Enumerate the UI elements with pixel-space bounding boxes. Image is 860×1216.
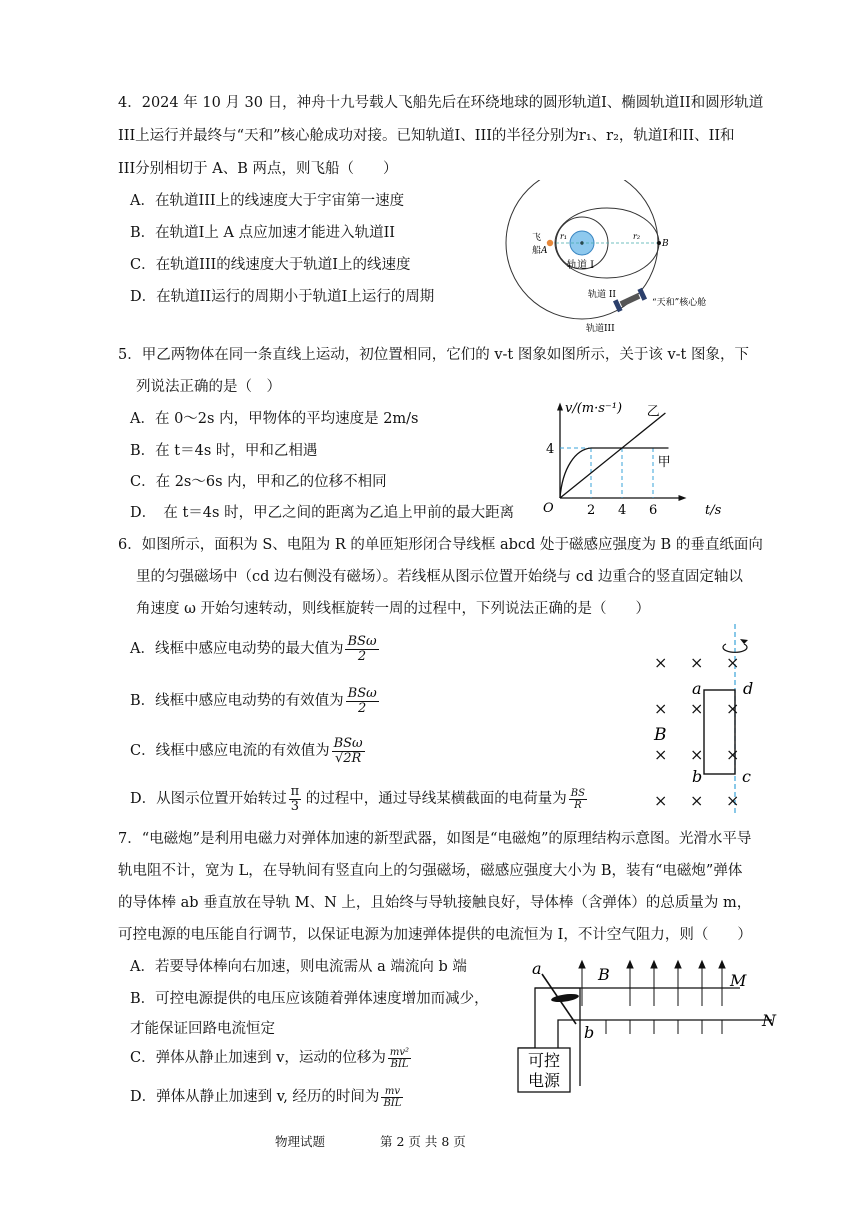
rail-n-label: N bbox=[762, 1011, 776, 1030]
ship-label-1: 飞 bbox=[532, 233, 542, 243]
q5-option-d: D． 在 t＝4s 时，甲乙之间的距离为乙追上甲前的最大距离 bbox=[130, 505, 515, 521]
module-label: “天和”核心舱 bbox=[652, 298, 707, 308]
q4-stem-line3: III分别相切于 A、B 两点，则飞船（ ） bbox=[118, 161, 398, 177]
footer-page-number: 第 2 页 共 8 页 bbox=[380, 1134, 466, 1149]
magnetic-field-crosses bbox=[654, 653, 739, 810]
r1-label: r₁ bbox=[560, 232, 568, 241]
series-line-jia bbox=[560, 448, 669, 498]
q7-stem-line3: 的导体棒 ab 垂直放在导轨 M、N 上，且始终与导轨接触良好，导体棒（含弹体）的总质量为 m， bbox=[118, 895, 752, 911]
point-b-marker bbox=[657, 241, 661, 245]
orbit3-label: 轨道III bbox=[586, 324, 615, 334]
svg-text:×: × bbox=[654, 791, 668, 810]
series-label-jia: 甲 bbox=[657, 455, 671, 470]
svg-text:×: × bbox=[690, 699, 704, 718]
source-label-2: 电源 bbox=[528, 1071, 561, 1090]
q6-option-b: B．线框中感应电动势的有效值为 $\frac{\text{BSω}}{2}$ bbox=[130, 685, 377, 716]
chart-y-axis-arrow bbox=[557, 403, 563, 411]
q6-stem-line1: 6．如图所示，面积为 S、电阻为 R 的单匝矩形闭合导线框 abcd 处于磁感应强度为 B 的垂直纸面向 bbox=[118, 537, 763, 553]
q7-option-a: A．若要导体棒向右加速，则电流需从 a 端流向 b 端 bbox=[130, 959, 467, 975]
q7-option-b-line1: B．可控电源提供的电压应该随着弹体速度增加而减少， bbox=[130, 991, 489, 1007]
q4-option-b: B．在轨道I上 A 点应加速才能进入轨道II bbox=[130, 225, 396, 241]
svg-text:×: × bbox=[690, 745, 704, 764]
svg-text:×: × bbox=[654, 745, 668, 764]
point-b-label: B bbox=[662, 239, 669, 249]
chart-x-axis-label: t/s bbox=[705, 503, 722, 518]
svg-text:×: × bbox=[726, 699, 740, 718]
chart-y-axis-label: v/(m·s⁻¹) bbox=[565, 401, 623, 416]
q6-option-d: D．从图示位置开始转过 $\frac{\pi}{3}$ 的过程中，通过导线某横截面的电荷量为 $\frac{BS}{R}$ bbox=[130, 783, 585, 814]
q7-stem-line4: 可控电源的电压能自行调节，以保证电源为加速弹体提供的电流恒为 I，不计空气阻力，则（ ） bbox=[118, 927, 752, 943]
corner-b-label: b bbox=[692, 767, 703, 786]
corner-c-label: c bbox=[742, 767, 751, 786]
x-tick-2: 2 bbox=[587, 503, 596, 518]
rod-end-a-label: a bbox=[532, 959, 542, 978]
q6-option-c: C．线框中感应电流的有效值为 $\frac{\text{BSω}}{√2R}$ bbox=[130, 735, 363, 766]
orbit-diagram bbox=[500, 180, 740, 340]
chart-x-axis-arrow bbox=[679, 495, 687, 501]
railgun-diagram bbox=[510, 958, 785, 1098]
q5-option-b: B．在 t＝4s 时，甲和乙相遇 bbox=[130, 443, 318, 459]
q5-option-a: A．在 0～2s 内，甲物体的平均速度是 2m/s bbox=[130, 411, 419, 427]
chart-origin-label: O bbox=[543, 501, 554, 516]
q7-option-d: D．弹体从静止加速到 v, 经历的时间为 $\frac{mv}{\text{BIL}}$ bbox=[130, 1085, 402, 1109]
q4-option-c: C．在轨道III的线速度大于轨道I上的线速度 bbox=[130, 257, 411, 273]
q4-option-a: A．在轨道III上的线速度大于宇宙第一速度 bbox=[130, 193, 405, 209]
q6-stem-line2: 里的匀强磁场中（cd 边右侧没有磁场）。若线框从图示位置开始绕与 cd 边重合的竖直固定轴以 bbox=[136, 569, 743, 585]
q5-stem-line2: 列说法正确的是（ ） bbox=[136, 379, 281, 395]
point-a-label: A bbox=[541, 246, 548, 256]
r2-label: r₂ bbox=[633, 232, 641, 241]
q7-stem-line1: 7．“电磁炮”是利用电磁力对弹体加速的新型武器，如图是“电磁炮”的原理结构示意图。光滑水平导 bbox=[118, 831, 752, 847]
svg-text:×: × bbox=[690, 791, 704, 810]
svg-text:×: × bbox=[726, 653, 740, 672]
coil-field-diagram bbox=[640, 622, 780, 818]
q5-stem-line1: 5．甲乙两物体在同一条直线上运动，初位置相同，它们的 v-t 图象如图所示，关于该 v-t 图象，下 bbox=[118, 347, 749, 363]
footer-subject: 物理试题 bbox=[275, 1134, 326, 1149]
field-b-label-q7: B bbox=[598, 965, 610, 984]
q4-option-d: D．在轨道II运行的周期小于轨道I上运行的周期 bbox=[130, 289, 435, 305]
svg-text:×: × bbox=[654, 653, 668, 672]
svg-text:×: × bbox=[690, 653, 704, 672]
q6-stem-line3: 角速度 ω 开始匀速转动，则线框旋转一周的过程中，下列说法正确的是（ ） bbox=[136, 601, 651, 617]
q7-option-b-line2: 才能保证回路电流恒定 bbox=[130, 1021, 275, 1037]
corner-d-label: d bbox=[743, 679, 754, 698]
q5-option-c: C．在 2s～6s 内，甲和乙的位移不相同 bbox=[130, 474, 387, 490]
series-label-yi: 乙 bbox=[646, 404, 660, 420]
y-tick-4: 4 bbox=[546, 442, 555, 457]
q7-option-c: C．弹体从静止加速到 v，运动的位移为 $\frac{\text{mv²}}{\text{BIL}}$ bbox=[130, 1046, 410, 1070]
source-label-1: 可控 bbox=[528, 1051, 561, 1070]
vt-chart bbox=[535, 394, 730, 522]
q6-option-a: A．线框中感应电动势的最大值为 $\frac{\text{BSω}}{2}$ bbox=[130, 633, 377, 664]
ship-label-2: 船 bbox=[532, 246, 542, 256]
svg-text:×: × bbox=[654, 699, 668, 718]
svg-text:×: × bbox=[726, 791, 740, 810]
orbit1-label: 轨道 I bbox=[567, 260, 595, 271]
corner-a-label: a bbox=[692, 679, 702, 698]
ship-marker bbox=[547, 240, 553, 246]
tianhe-module-icon bbox=[613, 288, 647, 312]
orbit2-label: 轨道 II bbox=[588, 290, 616, 300]
field-b-label: B bbox=[654, 725, 667, 745]
q7-stem-line2: 轨电阻不计，宽为 L，在导轨间有竖直向上的匀强磁场，磁感应强度大小为 B，装有“电磁炮”弹体 bbox=[118, 863, 743, 879]
q4-stem-line2: III上运行并最终与“天和”核心舱成功对接。已知轨道I、III的半径分别为r₁、r₂，轨道I和II、II和 bbox=[118, 128, 735, 144]
rail-m-label: M bbox=[730, 971, 747, 990]
x-tick-4: 4 bbox=[618, 503, 627, 518]
svg-text:×: × bbox=[726, 745, 740, 764]
q4-stem-line1: 4．2024 年 10 月 30 日，神舟十九号载人飞船先后在环绕地球的圆形轨道I、椭圆轨道II和圆形轨道 bbox=[118, 95, 764, 111]
rod-end-b-label: b bbox=[584, 1023, 595, 1042]
x-tick-6: 6 bbox=[649, 503, 658, 518]
